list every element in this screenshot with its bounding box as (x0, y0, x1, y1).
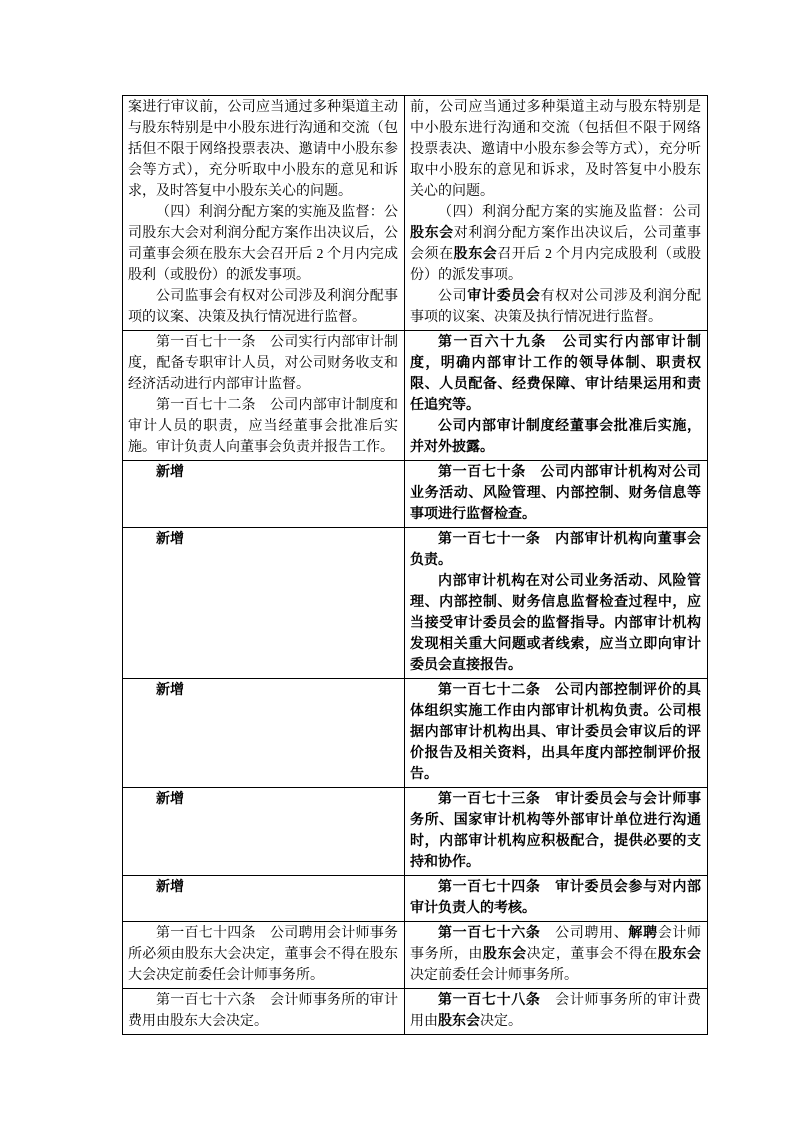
text-run: 决定前委任会计师事务所。 (410, 968, 578, 983)
text-run: 第一百七十八条 (438, 993, 541, 1008)
paragraph (128, 202, 398, 286)
old-clause-cell (123, 922, 405, 989)
paragraph (410, 97, 701, 202)
new-clause-cell (405, 876, 708, 922)
text-run: 第一百七十三条 审计委员会与会计师事务所、国家审计机构等外部审计单位进行沟通时，内部审计机构应积极配合，提供必要的支持和协作。 (410, 792, 701, 870)
text-run: 第一百七十六条 会计师事务所的审计费用由股东大会决定。 (128, 993, 398, 1029)
text-run: （四）利润分配方案的实施及监督：公司股东大会对利润分配方案作出决议后，公司董事会须在股东大会召开后 2 个月内完成股利（或股份）的派发事项。 (128, 205, 398, 283)
text-run: 股东会 (482, 947, 527, 962)
text-run: 第一百七十二条 公司内部审计制度和审计人员的职责，应当经董事会批准后实施。审计负责人向董事会负责并报告工作。 (128, 398, 398, 455)
text-run: 股东会 (438, 1014, 480, 1029)
text-run: 公司内部审计制度经董事会批准后实施，并对外披露。 (410, 419, 701, 455)
paragraph (410, 286, 701, 328)
table-row (123, 788, 708, 876)
paragraph (410, 680, 701, 785)
paragraph (410, 990, 701, 1032)
new-clause-cell (405, 461, 708, 528)
text-run: 有权对公司涉及利润分配事项的议案、决策及执行情况进行监督。 (410, 289, 702, 325)
paragraph (410, 416, 701, 458)
paragraph (128, 97, 398, 202)
paragraph (410, 571, 701, 676)
text-run: 公司 (438, 289, 468, 304)
text-run: 案进行审议前，公司应当通过多种渠道主动与股东特别是中小股东进行沟通和交流（包括但不限于网络投票表决、邀请中小股东参会等方式），充分听取中小股东的意见和诉求，及时答复中小股东关心的问题。 (128, 100, 398, 199)
new-clause-cell (405, 528, 708, 679)
paragraph (128, 923, 398, 986)
text-run: 第一百七十六条 (438, 926, 541, 941)
paragraph (410, 332, 701, 416)
text-run: 第一百七十一条 内部审计机构向董事会负责。 (410, 532, 701, 568)
new-clause-cell (405, 331, 708, 461)
text-run: 第一百七十四条 审计委员会参与对内部审计负责人的考核。 (410, 880, 701, 916)
text-run: 新增 (156, 792, 184, 807)
paragraph (410, 202, 701, 286)
text-run: 新增 (156, 532, 184, 547)
paragraph (128, 877, 398, 898)
comparison-table (122, 95, 708, 1035)
text-run: 新增 (156, 880, 184, 895)
old-clause-cell (123, 528, 405, 679)
paragraph (128, 529, 398, 550)
paragraph (128, 332, 398, 395)
old-clause-cell (123, 679, 405, 788)
text-run: 决定。 (480, 1014, 522, 1029)
paragraph (410, 462, 701, 525)
paragraph (410, 877, 701, 919)
new-clause-cell (405, 922, 708, 989)
text-run: 会计师事务所的审计费用由 (410, 993, 702, 1029)
paragraph (128, 395, 398, 458)
text-run: 公司监事会有权对公司涉及利润分配事项的议案、决策及执行情况进行监督。 (128, 289, 398, 325)
new-clause-cell (405, 788, 708, 876)
old-clause-cell (123, 96, 405, 331)
text-run: 解聘 (628, 926, 658, 941)
old-clause-cell (123, 461, 405, 528)
paragraph (128, 789, 398, 810)
text-run: 新增 (156, 465, 184, 480)
new-clause-cell (405, 989, 708, 1035)
text-run: 第一百七十二条 公司内部控制评价的具体组织实施工作由内部审计机构负责。公司根据内部审计机构出具、审计委员会审议后的评价报告及相关资料，出具年度内部控制评价报告。 (410, 683, 701, 782)
text-run: 召开后 2 个月内完成股利（或股份）的派发事项。 (410, 247, 702, 283)
paragraph (410, 789, 701, 873)
text-run: 股东会 (657, 947, 702, 962)
old-clause-cell (123, 876, 405, 922)
old-clause-cell (123, 331, 405, 461)
old-clause-cell (123, 989, 405, 1035)
table-row (123, 989, 708, 1035)
text-run: 内部审计机构在对公司业务活动、风险管理、内部控制、财务信息监督检查过程中，应当接受审计委员会的监督指导。内部审计机构发现相关重大问题或者线索，应当立即向审计委员会直接报告。 (410, 574, 701, 673)
old-clause-cell (123, 788, 405, 876)
text-run: 对利润分配方案作出决议后，公司董事会须在 (410, 226, 702, 262)
paragraph (128, 680, 398, 701)
text-run: 第一百六十九条 公司实行内部审计制度，明确内部审计工作的领导体制、职责权限、人员配备、经费保障、审计结果运用和责任追究等。 (410, 335, 701, 413)
paragraph (410, 529, 701, 571)
paragraph (128, 286, 398, 328)
paragraph (128, 462, 398, 483)
text-run: 第一百七十一条 公司实行内部审计制度，配备专职审计人员，对公司财务收支和经济活动进行内部审计监督。 (128, 335, 398, 392)
comparison-table-body (123, 96, 708, 1035)
text-run: 股东会 (410, 226, 454, 241)
table-row (123, 528, 708, 679)
text-run: 股东会 (453, 247, 498, 262)
table-row (123, 679, 708, 788)
text-run: 第一百七十条 公司内部审计机构对公司业务活动、风险管理、内部控制、财务信息等事项进行监督检查。 (410, 465, 701, 522)
table-row (123, 461, 708, 528)
text-run: 前，公司应当通过多种渠道主动与股东特别是中小股东进行沟通和交流（包括但不限于网络投票表决、邀请中小股东参会等方式），充分听取中小股东的意见和诉求，及时答复中小股东关心的问题。 (410, 100, 701, 199)
new-clause-cell (405, 96, 708, 331)
text-run: 第一百七十四条 公司聘用会计师事务所必须由股东大会决定，董事会不得在股东大会决定前委任会计师事务所。 (128, 926, 398, 983)
new-clause-cell (405, 679, 708, 788)
text-run: 审计委员会 (467, 289, 541, 304)
table-row (123, 876, 708, 922)
paragraph (128, 990, 398, 1032)
table-row (123, 96, 708, 331)
text-run: 新增 (156, 683, 184, 698)
text-run: 公司聘用、 (540, 926, 629, 941)
text-run: 决定，董事会不得在 (526, 947, 658, 962)
table-row (123, 331, 708, 461)
table-row (123, 922, 708, 989)
text-run: （四）利润分配方案的实施及监督：公司 (438, 205, 701, 220)
paragraph (410, 923, 701, 986)
text-run: 会计师事务所，由 (410, 926, 702, 962)
